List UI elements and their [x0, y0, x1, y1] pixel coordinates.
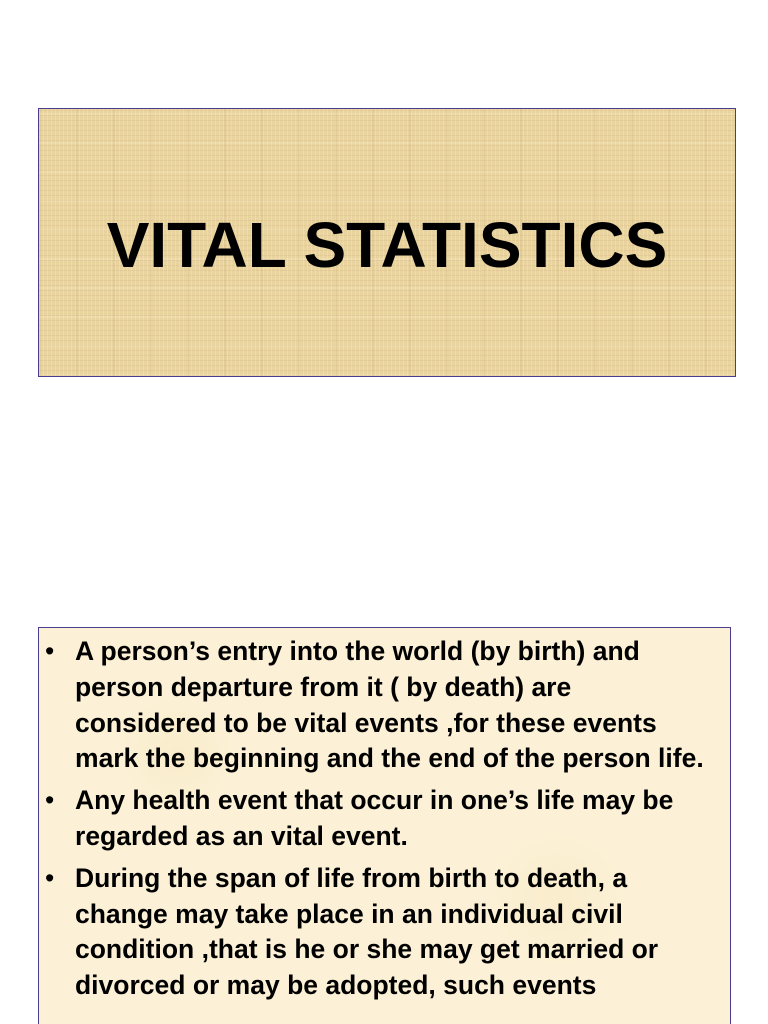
- bullet-icon: •: [45, 785, 55, 816]
- bullet-item: [39, 783, 718, 855]
- bullet-item: [39, 634, 718, 777]
- bullet-list: [39, 628, 730, 1004]
- title-slide: [38, 108, 736, 377]
- bullet-icon: •: [45, 862, 55, 893]
- bullet-text: Any health event that occur in one’s life may be regarded as an vital event.: [75, 785, 674, 851]
- slide-title: VITAL STATISTICS: [106, 208, 668, 281]
- bullet-text: During the span of life from birth to death, a change may take place in an individual civil condition ,that is he or she may get married or divorced or may be adopted, such events: [75, 862, 659, 1001]
- bullet-text: A person’s entry into the world (by birth) and person departure from it ( by death) are considered to be vital events ,for these events mark the beginning and the end of the person life.: [75, 636, 704, 774]
- bullet-icon: •: [45, 636, 55, 666]
- bullet-item: [39, 861, 718, 1004]
- content-slide: [38, 627, 731, 1024]
